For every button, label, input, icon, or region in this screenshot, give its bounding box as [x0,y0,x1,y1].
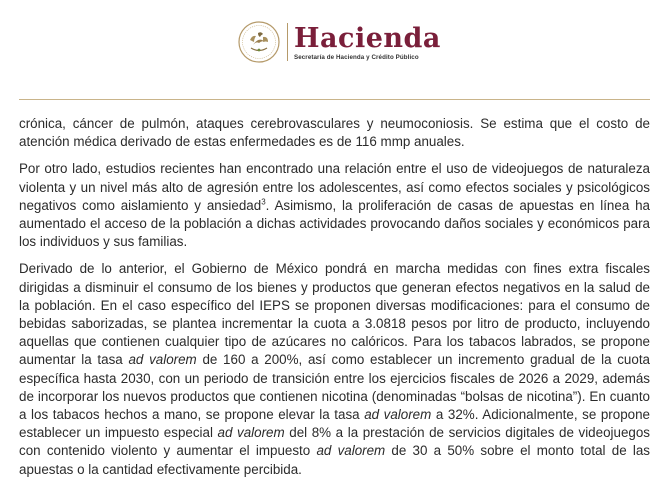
paragraph-1: crónica, cáncer de pulmón, ataques cerebrovasculares y neumoconiosis. Se estima que el costo de atención médica derivado de estas enfermedades es de 116 mmp anuales. [19,116,650,150]
mexico-national-seal-icon [237,20,281,64]
paragraph-3-text-a: Derivado de lo anterior, el Gobierno de México pondrá en marcha medidas con fines extra fiscales dirigidas a disminuir el consumo de los bienes y productos que generan efectos negativos en la salud de la población. En el caso específico del IEPS se proponen diversas modificaciones: para el consumo de bebidas saborizadas, se plantea incrementar la cuota a 3.0818 pesos por litro de producto, incluyendo aquellas que contienen cualquier tipo de azúcares no calóricos. Para los tabacos labrados, se propone aumentar la tasa [19,261,650,368]
italic-term: ad valorem [364,407,432,423]
paragraph-3 [19,260,650,478]
italic-term: ad valorem [316,443,386,459]
brand-block [294,24,441,61]
logo-divider [287,23,288,61]
page-header [0,0,670,100]
italic-term: ad valorem [217,425,285,441]
header-rule [19,99,650,100]
paragraph-3-text-e: de 30 a 50% sobre el monto total de las apuestas o la cantidad efectivamente percibida. [19,443,650,477]
footnote-ref[interactable]: 3 [261,197,266,207]
paragraph-3-text-c: a 32%. Adicionalmente, se propone establecer un impuesto especial [19,407,650,441]
document-body [19,115,650,488]
brand-name: Hacienda [294,22,441,54]
italic-term: ad valorem [128,352,197,368]
brand-subtitle: Secretaría de Hacienda y Crédito Público [294,53,419,61]
paragraph-2-text-b: . Asimismo, la proliferación de casas de apuestas en línea ha aumentado el acceso de la población a dichas actividades provocando daños sociales y económicos para los individuos y sus familias. [19,197,650,250]
paragraph-2 [19,160,650,251]
hacienda-logo [237,20,441,64]
paragraph-3-text-b: de 160 a 200%, así como establecer un incremento gradual de la cuota específica hasta 2030, con un periodo de transición entre los ejercicios fiscales de 2026 a 2029, además de incorporar los nuevos productos que contienen nicotina (denominadas “bolsas de nicotina”). En cuanto a los tabacos hechos a mano, se propone elevar la tasa [19,352,650,423]
paragraph-2-text-a: Por otro lado, estudios recientes han encontrado una relación entre el uso de videojuegos de naturaleza violenta y un nivel más alto de agresión entre los adolescentes, así como efectos sociales y psicológicos negativos como aislamiento y ansiedad [19,161,650,213]
paragraph-3-text-d: del 8% a la prestación de servicios digitales de videojuegos con contenido violento y aumentar el impuesto [19,425,650,459]
